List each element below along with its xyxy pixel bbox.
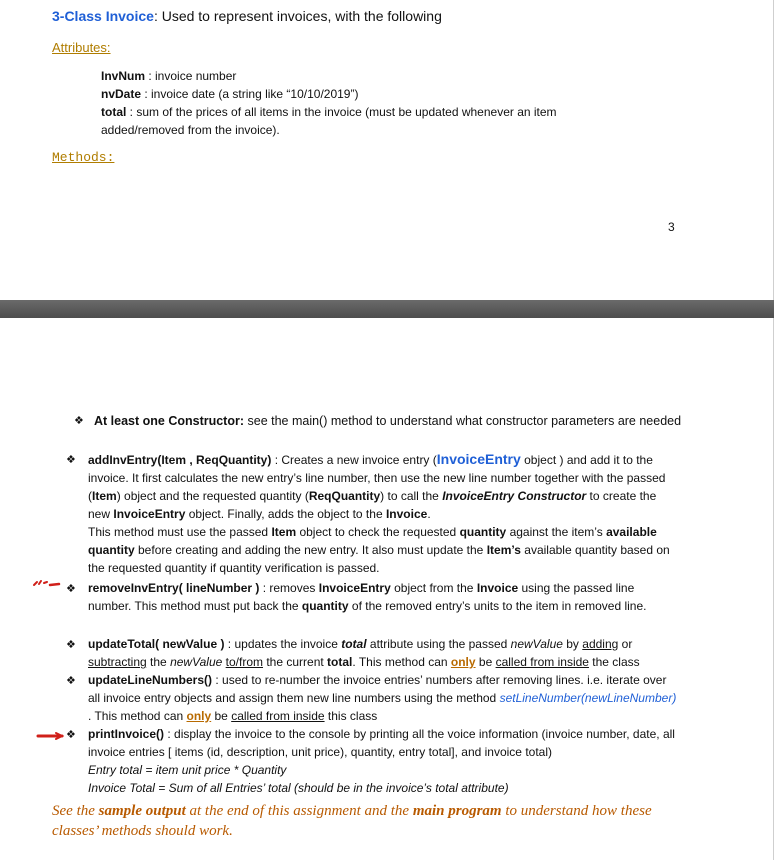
method-printinvoice: printInvoice() : display the invoice to the console by printing all the voice information (invoice number, date, all invoice entries [ items (id, description, unit price), quantity, entry total], and invoice total) Entry total = item unit price * Quantity Invoice Total = Sum of all Entries’ total (should be in the invoice’s total attribute)	[88, 727, 675, 795]
method-addinventry: addInvEntry(Item , ReqQuantity) : Creates a new invoice entry (InvoiceEntry object ) and add it to the invoice. It first calculates the new entry’s line number, then use the new line number together with the passed (Item) object and the requested quantity (ReqQuantity) to call the InvoiceEntry Constructor to create the new InvoiceEntry object. Finally, adds the object to the Invoice. This method must use the passed Item object to check the requested quantity against the item’s available quantity before creating and adding the new entry. It also must update the Item’s available quantity based on the requested quantity if quantity verification is passed.	[88, 451, 670, 575]
diamond-bullet-icon: ❖	[66, 583, 76, 595]
diamond-bullet-icon: ❖	[66, 639, 76, 651]
footer-note: See the sample output at the end of this assignment and the main program to understand how these classes’ methods should work.	[52, 803, 652, 839]
red-scribble-mark-icon	[32, 577, 66, 591]
diamond-bullet-icon: ❖	[74, 415, 84, 427]
class-heading	[52, 8, 442, 24]
method-removeinventry: removeInvEntry( lineNumber ) : removes InvoiceEntry object from the Invoice using the passed line number. This method must put back the quantity of the removed entry’s units to the item in removed line.	[88, 581, 647, 613]
attribute-invnum: InvNum : invoice number	[101, 69, 237, 83]
method-updatelinenumbers: updateLineNumbers() : used to re-number the invoice entries’ numbers after removing lines. i.e. iterate over all invoice entry objects and assign them new line numbers using the method setLineNumber(newLineNumber) . This method can only be called from inside this class	[88, 673, 677, 723]
constructor-item: At least one Constructor: see the main() method to understand what constructor parameters are needed	[94, 414, 682, 428]
attributes-label: Attributes:	[52, 40, 111, 55]
class-heading-desc: : Used to represent invoices, with the following	[153, 8, 442, 24]
methods-label: Methods:	[52, 150, 115, 165]
method-updatetotal: updateTotal( newValue ) : updates the invoice total attribute using the passed newValue by adding or subtracting the newValue to/from the current total. This method can only be called from inside the class	[88, 637, 640, 669]
diamond-bullet-icon: ❖	[66, 729, 76, 741]
attributes-list	[101, 67, 601, 139]
attribute-nvdate: nvDate : invoice date (a string like “10/10/2019”)	[101, 87, 359, 101]
page-bottom	[0, 318, 774, 860]
diamond-bullet-icon: ❖	[66, 454, 76, 466]
diamond-bullet-icon: ❖	[66, 675, 76, 687]
attribute-total: total : sum of the prices of all items in the invoice (must be updated whenever an item added/removed from the invoice).	[101, 105, 557, 137]
page-separator	[0, 300, 774, 318]
class-heading-title: 3-Class Invoice	[52, 8, 154, 24]
page-top	[0, 0, 774, 300]
red-scribble-mark-icon	[36, 730, 66, 742]
page-number: 3	[668, 220, 675, 234]
